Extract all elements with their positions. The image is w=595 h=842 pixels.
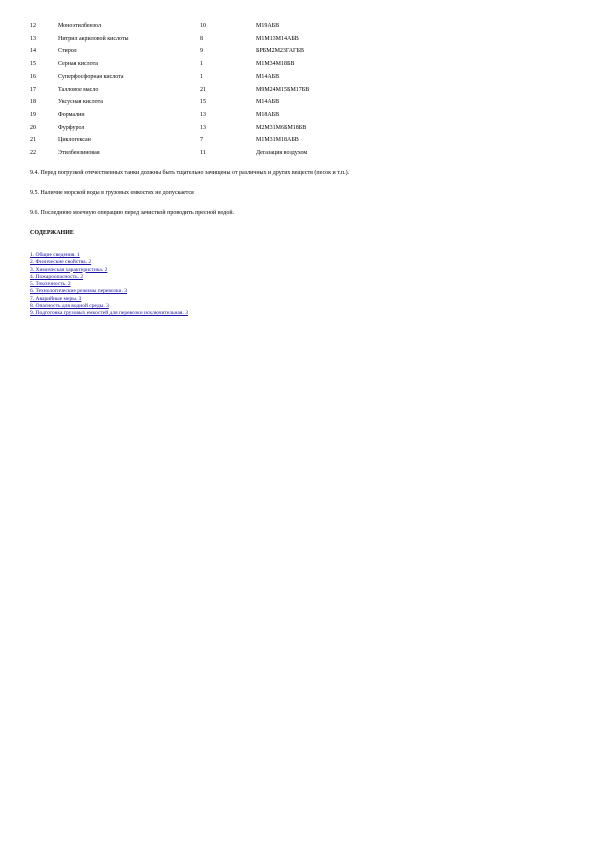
toc-item xyxy=(30,259,188,266)
toc-link-physical-properties[interactable]: 2. Физические свойства. 2 xyxy=(30,259,92,266)
quantity-value: 13 xyxy=(200,124,206,131)
toc-link-emergency-measures[interactable]: 7. Аварийные меры. 3 xyxy=(30,295,82,302)
row-number: 15 xyxy=(30,61,36,68)
row-number: 17 xyxy=(30,86,36,93)
quantity-value: 13 xyxy=(200,111,206,118)
paragraph-9-6: 9.6. Последнюю моечную операцию перед зачисткой проводить пресной водой. xyxy=(30,210,235,216)
table-row xyxy=(30,58,309,71)
toc-item xyxy=(30,281,188,288)
substance-name: Стирол xyxy=(58,48,77,55)
quantity-value: 11 xyxy=(200,150,206,157)
washing-code: БРБМ2М23ГАГБВ xyxy=(256,48,304,55)
paragraph-9-4: 9.4. Перед погрузкой отечественных танки должны быть тщательно зачищены от различных и других веществ (песок и т.п.). xyxy=(30,170,350,176)
washing-code: М1М31М18АБВ xyxy=(256,137,299,144)
washing-code: М1М13М14АБВ xyxy=(256,35,299,42)
table-row xyxy=(30,71,309,84)
substance-name: Нитрил акриловой кислоты xyxy=(58,35,129,42)
row-number: 19 xyxy=(30,111,36,118)
quantity-value: 1 xyxy=(200,73,203,80)
cargo-table xyxy=(30,20,309,160)
quantity-value: 9 xyxy=(200,48,203,55)
substance-name: Суперфосфорная кислота xyxy=(58,73,124,80)
quantity-value: 7 xyxy=(200,137,203,144)
table-row xyxy=(30,96,309,109)
toc-item xyxy=(30,288,188,295)
row-number: 21 xyxy=(30,137,36,144)
quantity-value: 8 xyxy=(200,35,203,42)
table-row xyxy=(30,134,309,147)
washing-code: М14АБВ xyxy=(256,73,280,80)
row-number: 12 xyxy=(30,23,36,29)
toc-link-transport-modes[interactable]: 6. Технологические режимы перевозки. 3 xyxy=(30,288,127,295)
quantity-value: 1 xyxy=(200,61,203,68)
toc-link-general-info[interactable]: 1. Общие сведения. 1 xyxy=(30,252,80,258)
washing-code: М18АБВ xyxy=(256,111,280,118)
washing-code: М2М31М6БМ18БВ xyxy=(256,124,307,131)
table-row xyxy=(30,84,309,97)
table-row xyxy=(30,20,309,33)
contents-heading: СОДЕРЖАНИЕ xyxy=(30,230,74,236)
washing-code: М1М34М18БВ xyxy=(256,61,295,68)
row-number: 20 xyxy=(30,124,36,131)
row-number: 13 xyxy=(30,35,36,42)
row-number: 16 xyxy=(30,73,36,80)
substance-name: Талловое масло xyxy=(58,86,99,93)
substance-name: Фурфурол xyxy=(58,124,85,131)
toc-item xyxy=(30,267,188,274)
quantity-value: 10 xyxy=(200,23,206,29)
substance-name: Уксусная кислота xyxy=(58,99,103,106)
cargo-table-body xyxy=(30,20,309,160)
table-row xyxy=(30,147,309,160)
table-row xyxy=(30,109,309,122)
washing-code: Дегазация воздухом xyxy=(256,150,308,157)
washing-code: М19АБВ xyxy=(256,23,280,29)
table-row xyxy=(30,122,309,135)
row-number: 14 xyxy=(30,48,36,55)
toc-item xyxy=(30,296,188,303)
table-of-contents xyxy=(30,252,188,318)
table-row xyxy=(30,33,309,46)
toc-link-water-hazard[interactable]: 8. Опасность для водной среды. 3 xyxy=(30,303,109,310)
quantity-value: 21 xyxy=(200,86,206,93)
toc-item xyxy=(30,274,188,281)
row-number: 22 xyxy=(30,150,36,157)
table-row xyxy=(30,45,309,58)
substance-name: Формалин xyxy=(58,111,85,118)
toc-item xyxy=(30,310,188,317)
toc-link-chemical-characteristics[interactable]: 3. Химическая характеристика. 2 xyxy=(30,266,108,273)
toc-link-tank-preparation[interactable]: 9. Подготовка грузовых емкостей для перевозки исключительная. 3 xyxy=(30,310,188,317)
substance-name: Этилбензиновая xyxy=(58,150,100,157)
substance-name: Серная кислота xyxy=(58,61,98,68)
row-number: 18 xyxy=(30,99,36,106)
toc-link-fire-hazard[interactable]: 4. Пожароопасность. 2 xyxy=(30,273,84,280)
washing-code: М9М24М15БМ17БВ xyxy=(256,86,310,93)
toc-link-toxicity[interactable]: 5. Токсичность. 2 xyxy=(30,281,71,288)
paragraph-9-5: 9.5. Наличие морской воды в грузовых емкостях не допускается xyxy=(30,190,194,196)
washing-code: М14АБВ xyxy=(256,99,280,106)
substance-name: Циклогексан xyxy=(58,137,91,144)
substance-name: Моноэтилбензол xyxy=(58,23,101,29)
quantity-value: 15 xyxy=(200,99,206,106)
